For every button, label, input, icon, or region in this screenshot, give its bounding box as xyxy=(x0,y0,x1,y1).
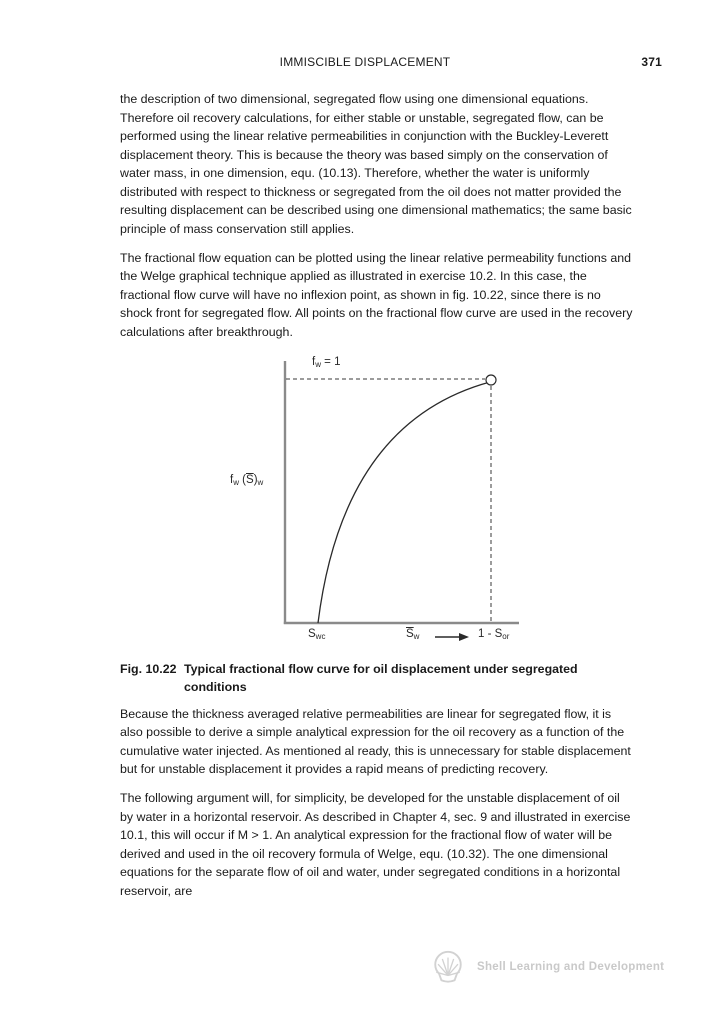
paragraph-2: The fractional flow equation can be plotted using the linear relative permeability functions and the Welge graphical technique applied as illustrated in exercise 10.2. In this case, the fractional flow curve will have no inflexion point, as shown in fig. 10.22, since there is no shock front for segregated flow. All points on the fractional flow curve are used in the recovery calculations after breakthrough. xyxy=(120,250,633,339)
paragraph-4: The following argument will, for simplicity, be developed for the unstable displacement of oil by water in a horizontal reservoir. As described in Chapter 4, sec. 9 and illustrated in exercise 10.1, this will occur if M > 1. An analytical expression for the fractional flow of water will be derived and used in the oil recovery formula of Welge, equ. (10.32). The one dimensional equations for the separate flow of oil and water, under segregated conditions in a horizontal reservoir, are xyxy=(120,791,631,898)
footer-branding xyxy=(431,948,664,986)
fractional-flow-chart xyxy=(228,352,540,650)
figure-caption-text: Typical fractional flow curve for oil displacement under segregated conditions xyxy=(184,661,578,694)
x-axis-label-sw-bar: $\overline{S}_w$ xyxy=(406,627,420,641)
footer-logo-text: Shell Learning and Development xyxy=(477,961,665,973)
shell-logo-icon xyxy=(431,948,465,986)
paragraph-1: the description of two dimensional, segregated flow using one dimensional equations. Therefore oil recovery calculations, for either stable or unstable, segregated flow, can be performed using the linear relative permeabilities in conjunction with the Buckley-Leverett displacement theory. This is because the theory was based simply on the conservation of water mass, in one dimension, equ. (10.13). Therefore, whether the water is uniformly distributed with respect to thickness or segregated from the oil does not matter provided the resulting displacement can be described using one dimensional mathematics; the same basic principle of mass conservation still applies. xyxy=(120,92,632,236)
figure-10-22 xyxy=(228,352,540,650)
paragraph-3: Because the thickness averaged relative permeabilities are linear for segregated flow, it is also possible to derive a simple analytical expression for the oil recovery as a function of the cumulative water injected. As mentioned al ready, this is unnecessary for stable displacement but for unstable displacement it provides a rapid means of predicting recovery. xyxy=(120,706,631,776)
x-direction-arrow-head xyxy=(459,633,469,641)
page-number: 371 xyxy=(641,55,662,69)
figure-caption-label: Fig. 10.22 xyxy=(120,661,177,676)
x-axis-label-1-minus-sor: $1 - S_{or}$ xyxy=(478,627,510,641)
y-axis-label: $f_w$ $(\overline{S})_w$ xyxy=(230,473,264,487)
fw-equals-1-label: $f_w = 1$ xyxy=(312,355,341,369)
fractional-flow-curve xyxy=(318,382,490,623)
running-header xyxy=(120,55,662,69)
endpoint-circle-marker xyxy=(486,375,496,385)
figure-caption xyxy=(120,660,636,697)
shell-ribs xyxy=(436,958,459,976)
page-content xyxy=(120,55,662,911)
running-header-title: IMMISCIBLE DISPLACEMENT xyxy=(279,55,451,69)
x-axis-label-swc: $S_{wc}$ xyxy=(308,627,326,641)
